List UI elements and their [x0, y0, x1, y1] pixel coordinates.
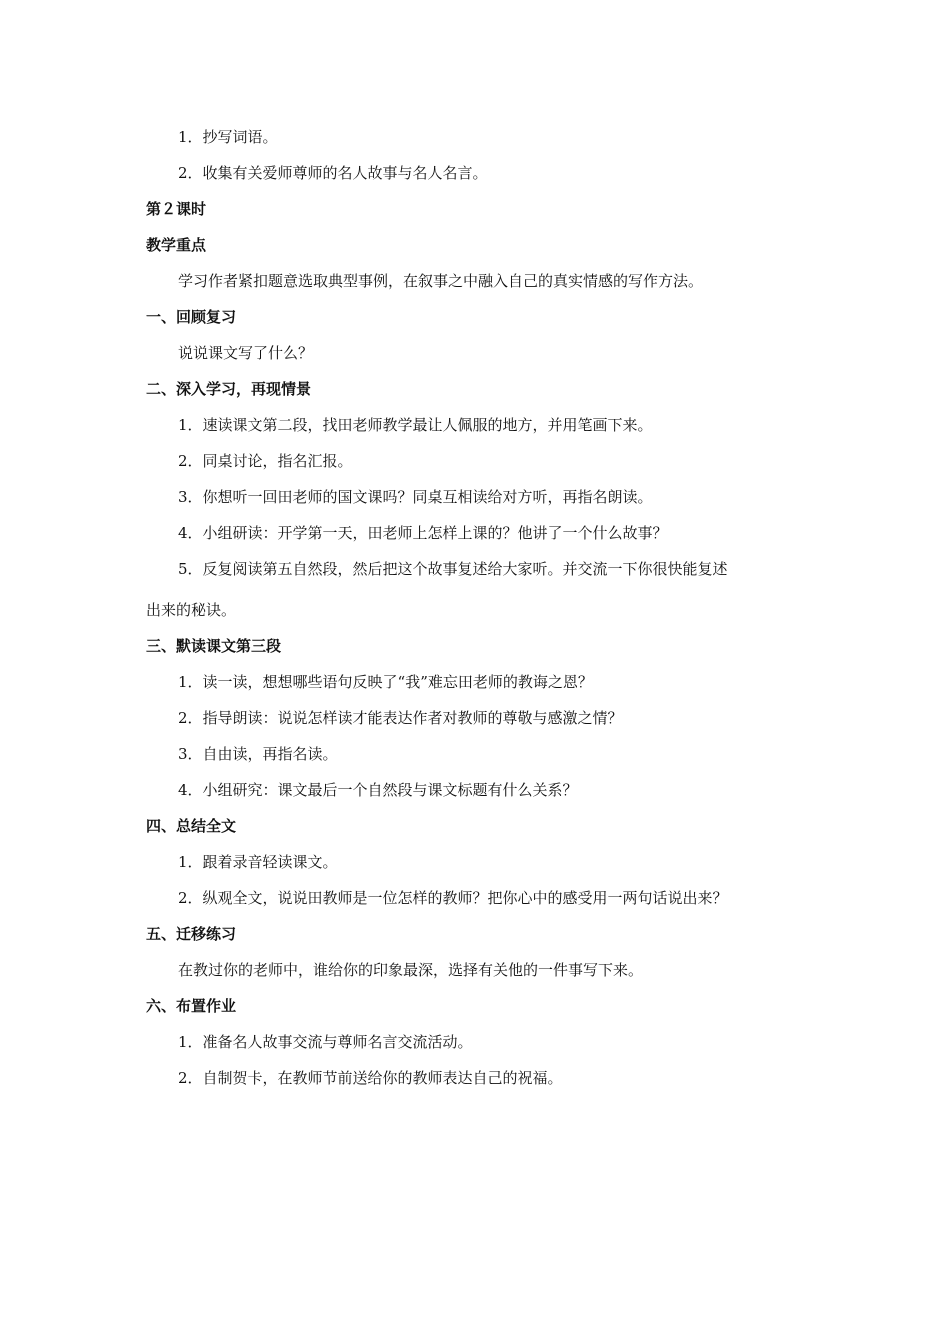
section-review-item-1: 说说课文写了什么？	[178, 344, 314, 362]
section-deep-learning-item-3: 3．你想听一回田老师的国文课吗？同桌互相读给对方听，再指名朗读。	[178, 488, 653, 506]
lesson-title: 第２课时	[146, 200, 207, 218]
section-silent-reading-item-3: 3．自由读，再指名读。	[178, 745, 338, 763]
section-deep-learning-item-4: 4．小组研读：开学第一天，田老师上怎样上课的？他讲了一个什么故事？	[178, 524, 668, 542]
section-heading-homework: 六、布置作业	[146, 997, 237, 1015]
focus-text: 学习作者紧扣题意选取典型事例，在叙事之中融入自己的真实情感的写作方法。	[178, 272, 704, 290]
focus-heading: 教学重点	[146, 236, 207, 254]
intro-item-2: 2．收集有关爱师尊师的名人故事与名人名言。	[178, 164, 488, 182]
section-heading-review: 一、回顾复习	[146, 308, 237, 326]
section-heading-summary: 四、总结全文	[146, 817, 237, 835]
section-transfer-practice-item-1: 在教过你的老师中，谁给你的印象最深，选择有关他的一件事写下来。	[178, 961, 644, 979]
section-heading-deep-learning: 二、深入学习，再现情景	[146, 380, 312, 398]
section-homework-item-2: 2．自制贺卡，在教师节前送给你的教师表达自己的祝福。	[178, 1069, 563, 1087]
section-deep-learning-item-5: 5．反复阅读第五自然段，然后把这个故事复述给大家听。并交流一下你很快能复述	[178, 560, 728, 578]
section-deep-learning-item-1: 1．速读课文第二段，找田老师教学最让人佩服的地方，并用笔画下来。	[178, 416, 653, 434]
section-deep-learning-item-5-continuation: 出来的秘诀。	[146, 601, 237, 619]
section-heading-silent-reading: 三、默读课文第三段	[146, 637, 282, 655]
section-silent-reading-item-1: 1．读一读，想想哪些语句反映了“我”难忘田老师的教诲之恩？	[178, 673, 593, 691]
section-silent-reading-item-2: 2．指导朗读：说说怎样读才能表达作者对教师的尊敬与感激之情？	[178, 709, 623, 727]
section-summary-item-1: 1．跟着录音轻读课文。	[178, 853, 338, 871]
section-homework-item-1: 1．准备名人故事交流与尊师名言交流活动。	[178, 1033, 473, 1051]
section-summary-item-2: 2．纵观全文，说说田教师是一位怎样的教师？把你心中的感受用一两句话说出来？	[178, 889, 728, 907]
section-silent-reading-item-4: 4．小组研究：课文最后一个自然段与课文标题有什么关系？	[178, 781, 578, 799]
section-deep-learning-item-2: 2．同桌讨论，指名汇报。	[178, 452, 353, 470]
section-heading-transfer-practice: 五、迁移练习	[146, 925, 237, 943]
intro-item-1: 1．抄写词语。	[178, 128, 278, 146]
